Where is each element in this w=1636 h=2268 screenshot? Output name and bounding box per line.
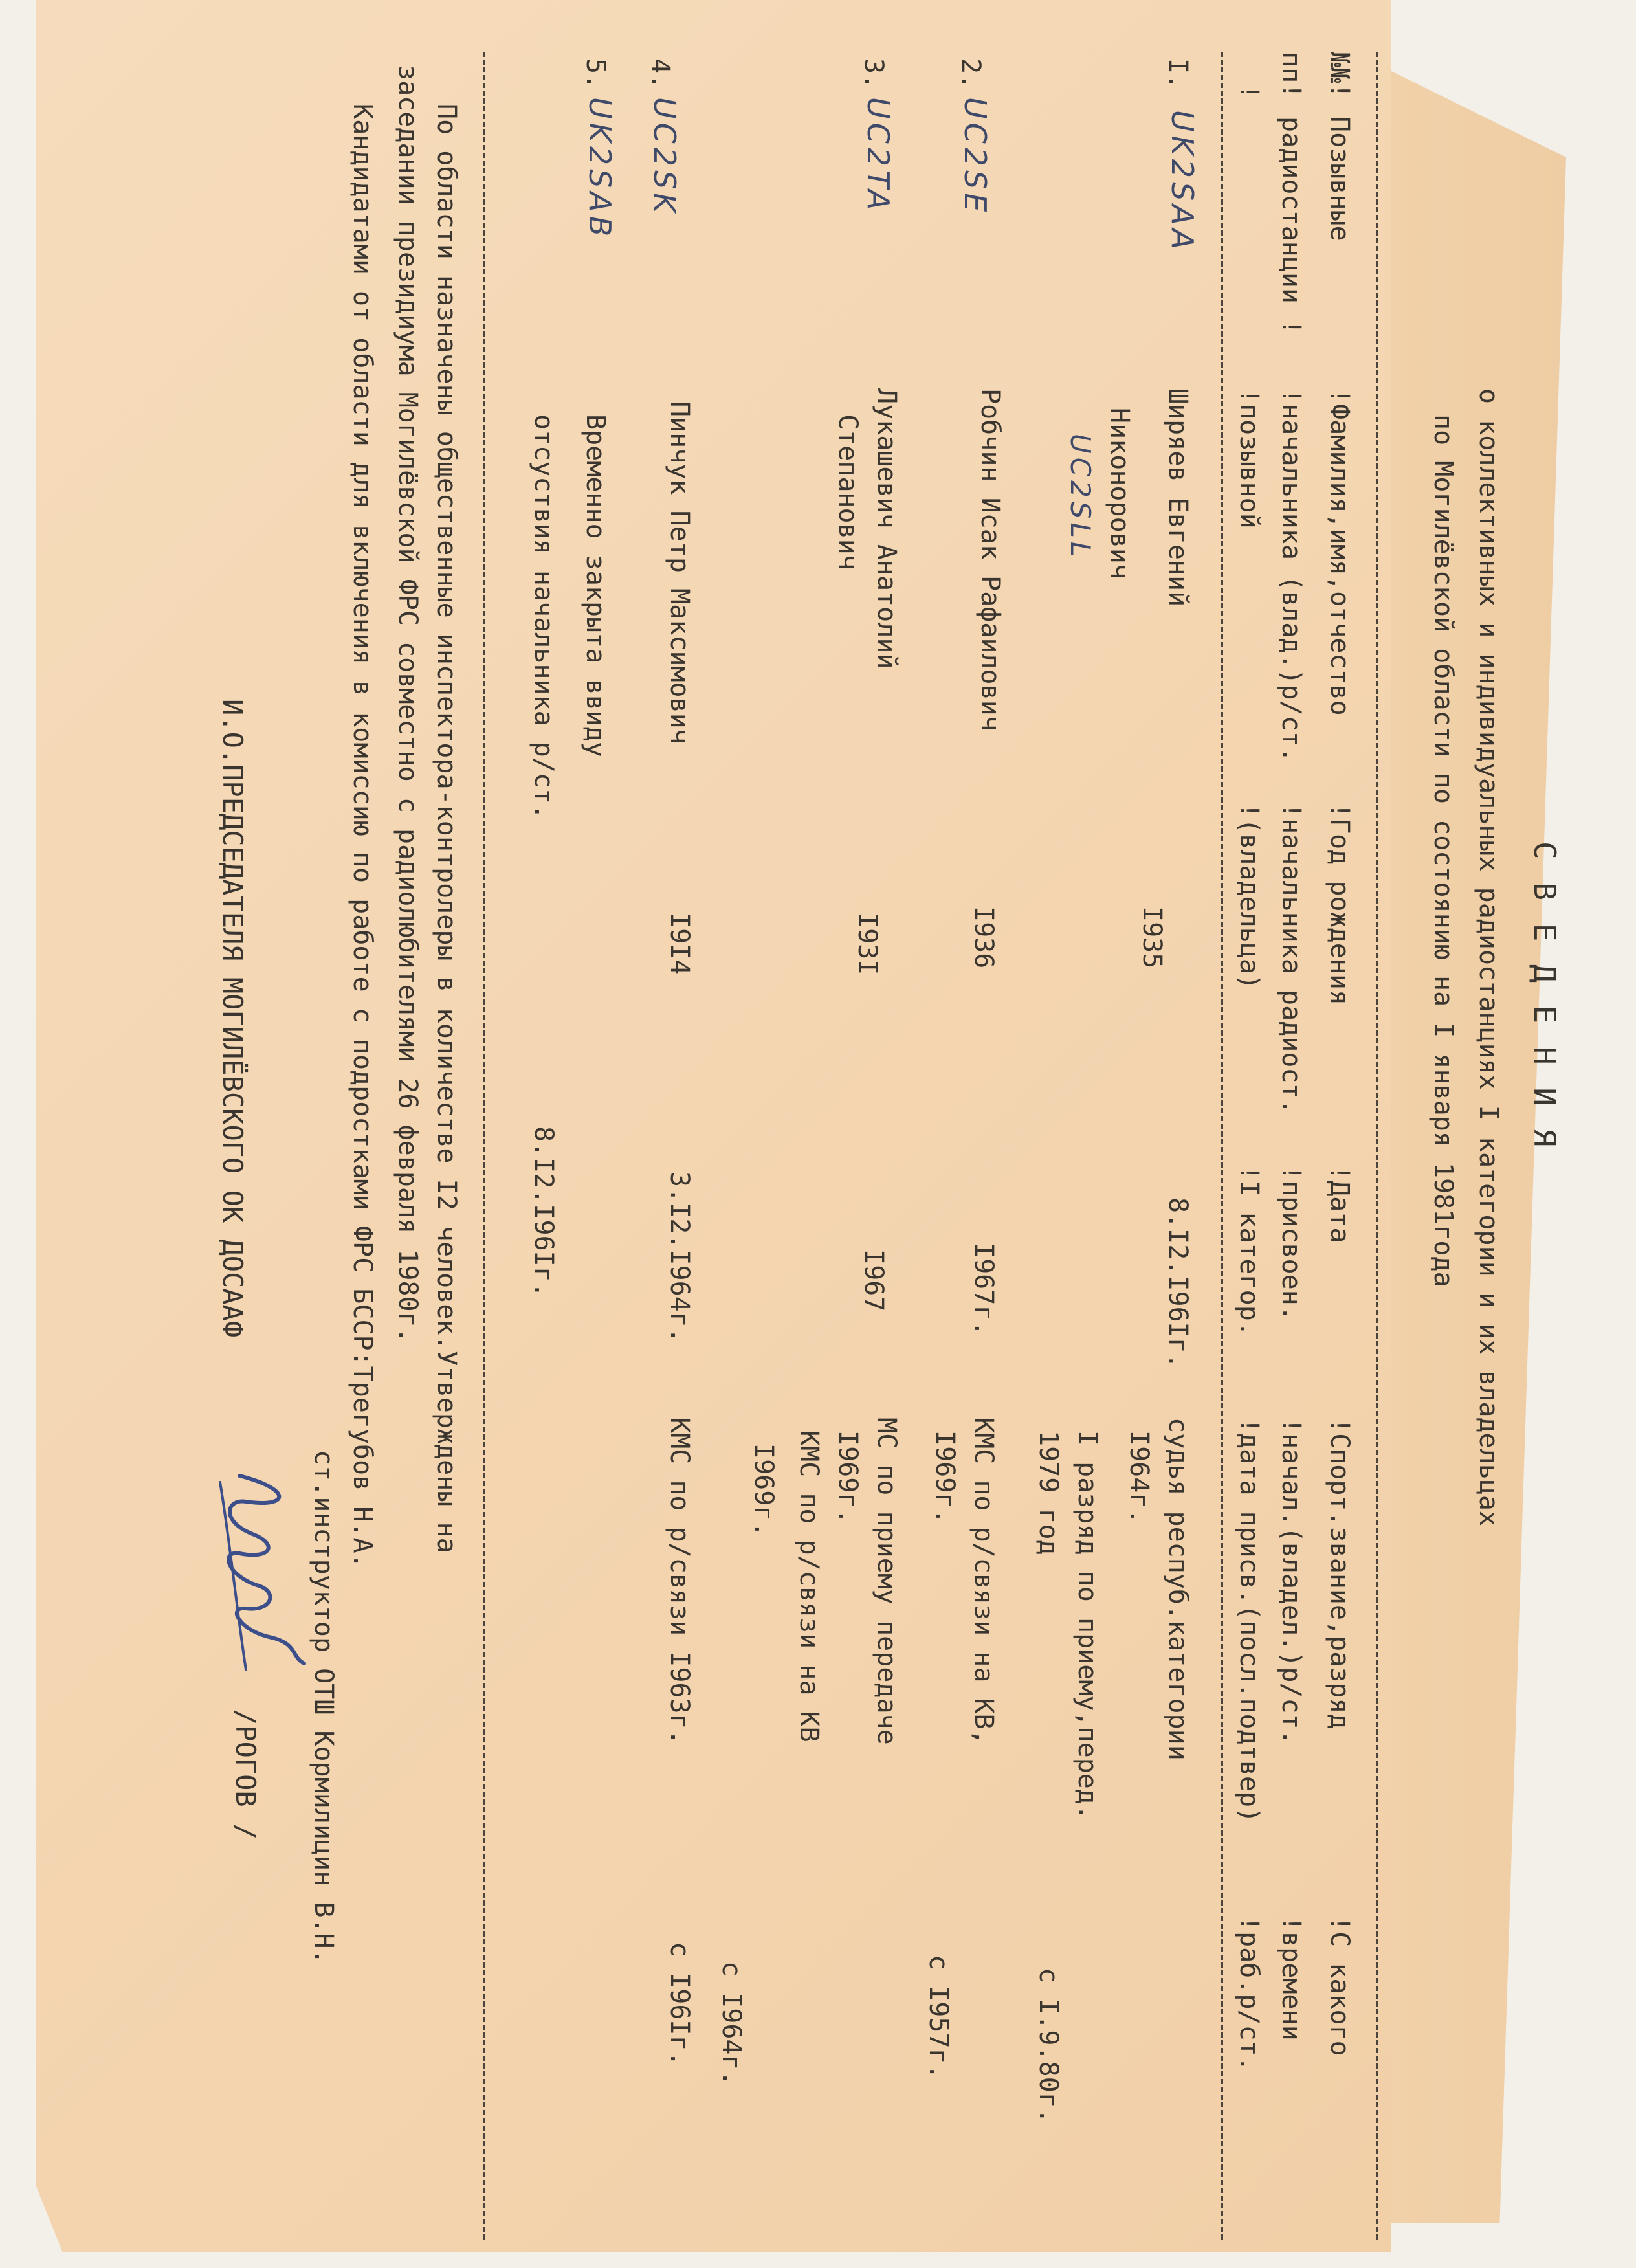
row-1-name-1: Ширяев Евгений <box>1163 388 1193 607</box>
row-4-date: 3.I2.I964г. <box>665 1172 694 1343</box>
row-3-date: I967 <box>859 1249 889 1312</box>
row-3-name-1: Лукашевич Анатолий <box>872 388 901 669</box>
row-3-name-2: Степанович <box>833 414 863 570</box>
header-no-3: ! <box>1234 84 1264 100</box>
row-3-rank-2: I969г. <box>833 1430 863 1524</box>
header-no-1: №№! <box>1325 52 1354 99</box>
row-2-rank-1: КМС по р/связи на КВ, <box>969 1418 999 1745</box>
row-4-since: с I96Iг. <box>665 1942 694 2067</box>
row-2-date: I967г. <box>969 1243 999 1337</box>
row-3-since: с I964г. <box>716 1961 746 2086</box>
header-birth-3: !(владельца) <box>1234 803 1264 990</box>
row-1-rank-1: судья респуб.категории <box>1163 1418 1193 1761</box>
row-1-rank-2: I964г. <box>1124 1430 1154 1524</box>
row-1-name-2: Никонорович <box>1105 408 1134 579</box>
row-2-no: 2. <box>956 58 986 90</box>
header-no-2: пп! <box>1276 52 1306 99</box>
row-2-since: с I957г. <box>923 1955 953 2080</box>
row-3-rank-4: I969г. <box>749 1443 779 1537</box>
row-3-birth: I93I <box>852 913 882 975</box>
header-since-3: !раб.р/ст. <box>1234 1916 1264 2072</box>
header-birth-2: !начальника радиост. <box>1276 803 1306 1115</box>
header-date-1: !Дата <box>1325 1165 1354 1243</box>
header-date-3: !I категор. <box>1234 1165 1264 1337</box>
row-5-date: 8.I2.I96Iг. <box>529 1126 558 1298</box>
row-1-callsign: UK2SAA <box>1165 110 1200 254</box>
header-name-1: !Фамилия,имя,отчество <box>1325 388 1354 716</box>
row-1-date: 8.I2.I96Iг. <box>1163 1197 1193 1369</box>
header-name-3: !позывной <box>1234 388 1264 529</box>
header-name-2: !начальника (влад.)р/ст. <box>1276 388 1306 762</box>
header-since-2: !времени <box>1276 1916 1306 2041</box>
document-body <box>45 52 1636 2240</box>
row-5-callsign: UK2SAB <box>582 97 617 241</box>
row-5-no: 5. <box>580 58 610 90</box>
row-3-rank-3: КМС по р/связи на КВ <box>794 1430 824 1742</box>
row-4-name-1: Пинчук Петр Максимович <box>665 401 694 744</box>
header-date-2: !присвоен. <box>1276 1165 1306 1321</box>
header-callsign-1: Позывные <box>1325 117 1354 241</box>
table-bottom-rule <box>483 52 485 2240</box>
row-1-since: с I.9.80г. <box>1034 1968 1063 2124</box>
row-4-no: 4. <box>645 58 675 90</box>
footer-line-3: Кандидатами от области для включения в комиссию по работе с подростками ФРС БССР:Трегубов Н.А. <box>348 104 377 1569</box>
header-since-1: !С какого <box>1325 1916 1354 2056</box>
row-3-no: 3. <box>859 58 889 90</box>
handwritten-signature <box>201 1463 317 1683</box>
row-3-rank-1: МС по приему передаче <box>872 1418 901 1745</box>
header-birth-1: !Год рождения <box>1325 803 1354 1006</box>
row-2-callsign: UC2SE <box>958 97 993 216</box>
row-2-name-1: Робчин Исак Рафаилович <box>975 388 1005 731</box>
header-bottom-rule <box>1221 52 1223 2240</box>
footer-line-1: По области назначены общественные инспектора-контролеры в количестве I2 человек.Утверждены на <box>432 104 461 1553</box>
header-callsign-2: радиостанции ! <box>1276 117 1306 335</box>
header-rank-3: !дата присв.(посл.подтвер) <box>1234 1418 1264 1823</box>
signature-title: И.О.ПРЕДСЕДАТЕЛЯ МОГИЛЁВСКОГО ОК ДОСААФ <box>217 699 249 1338</box>
header-rank-1: !Спорт.звание,разряд <box>1325 1418 1354 1729</box>
row-5-name-1: Временно закрыта ввиду <box>580 414 610 757</box>
row-2-rank-2: I969г. <box>930 1430 960 1524</box>
row-4-rank-1: КМС по р/связи I963г. <box>665 1418 694 1745</box>
row-5-name-2: отсуствия начальника р/ст. <box>529 414 558 820</box>
footer-line-4: ст.инструктор ОТШ Кормилицин В.Н. <box>309 1450 338 1964</box>
document-subtitle-line1: о коллективных и индивидуальных радиостанциях I категории и их владельцах <box>1474 388 1503 1526</box>
header-rank-2: !начал.(владел.)р/ст. <box>1276 1418 1306 1745</box>
document-title: С В Е Д Е Н И Я <box>1527 841 1562 1150</box>
row-3-callsign: UC2TA <box>861 97 896 214</box>
row-1-name-callsign: UC2SLL <box>1065 434 1096 561</box>
document-subtitle-line2: по Могилёвской области по состоянию на I января 1981года <box>1428 414 1458 1287</box>
row-1-birth: I935 <box>1137 906 1167 969</box>
row-4-birth: I9I4 <box>665 913 694 975</box>
signature-name: /РОГОВ / <box>230 1709 261 1840</box>
header-top-rule <box>1376 52 1378 2240</box>
row-1-rank-3: I разряд по приему,перед. <box>1072 1430 1102 1821</box>
row-4-callsign: UC2SK <box>647 97 682 217</box>
row-1-rank-4: 1979 год <box>1034 1430 1063 1555</box>
row-1-no: I. <box>1163 58 1193 90</box>
footer-line-2: заседании президиума Могилёвской ФРС совместно с радиолюбителями 26 февраля 1980г. <box>393 65 423 1343</box>
row-2-birth: I936 <box>969 906 999 969</box>
